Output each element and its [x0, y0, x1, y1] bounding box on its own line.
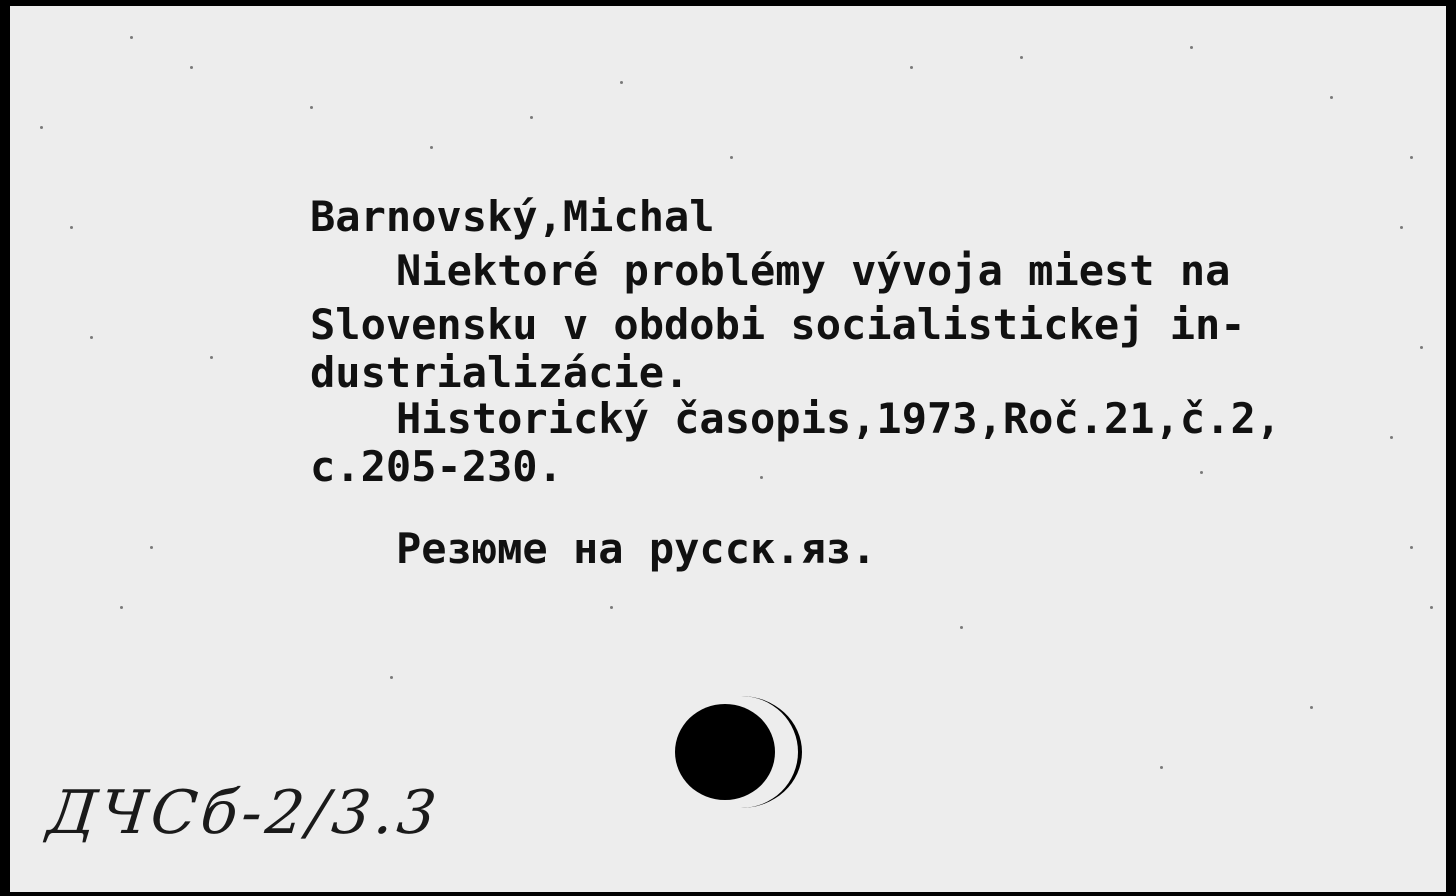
title-line-3: dustrializácie. — [310, 348, 690, 397]
speck — [1310, 706, 1313, 709]
summary-note: Резюме на русск.яз. — [396, 524, 877, 573]
speck — [610, 606, 613, 609]
catalog-card — [10, 6, 1446, 892]
speck — [1020, 56, 1023, 59]
speck — [730, 156, 733, 159]
speck — [760, 476, 763, 479]
speck — [1410, 156, 1413, 159]
punch-hole — [675, 704, 775, 800]
speck — [620, 81, 623, 84]
speck — [1390, 436, 1393, 439]
speck — [1420, 346, 1423, 349]
title-line-2: Slovensku v obdobi socialistickej in- — [310, 300, 1246, 349]
speck — [1410, 546, 1413, 549]
speck — [1160, 766, 1163, 769]
speck — [120, 606, 123, 609]
speck — [960, 626, 963, 629]
speck — [1400, 226, 1403, 229]
speck — [910, 66, 913, 69]
shelfmark: ДЧСб-2/3.3 — [44, 778, 444, 848]
speck — [150, 546, 153, 549]
speck — [210, 356, 213, 359]
speck — [1190, 46, 1193, 49]
speck — [90, 336, 93, 339]
speck — [1430, 606, 1433, 609]
speck — [430, 146, 433, 149]
speck — [1330, 96, 1333, 99]
title-line-1: Niektoré problémy vývoja miest na — [396, 246, 1231, 295]
speck — [1200, 471, 1203, 474]
speck — [70, 226, 73, 229]
speck — [130, 36, 133, 39]
source-line-2: c.205-230. — [310, 442, 563, 491]
speck — [310, 106, 313, 109]
source-line-1: Historický časopis,1973,Roč.21,č.2, — [396, 394, 1282, 443]
speck — [190, 66, 193, 69]
author-name: Barnovský,Michal — [310, 192, 715, 241]
speck — [530, 116, 533, 119]
speck — [390, 676, 393, 679]
speck — [40, 126, 43, 129]
